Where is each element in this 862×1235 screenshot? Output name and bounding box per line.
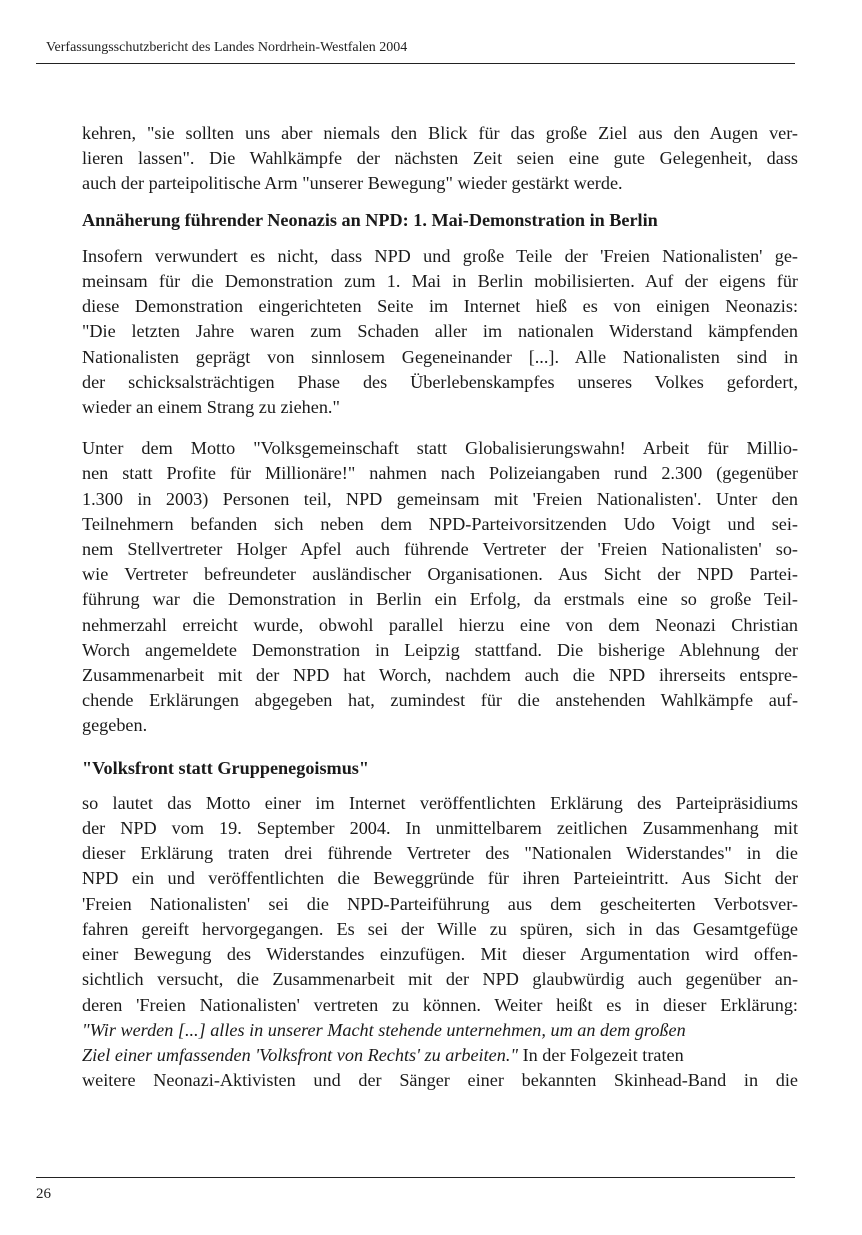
- paragraph-4: [82, 791, 798, 1093]
- text-line: Zusammenarbeit mit der NPD hat Worch, nachdem auch die NPD ihrerseits entspre-: [82, 665, 798, 686]
- text-line: so lautet das Motto einer im Internet veröffentlichten Erklärung des Parteipräsidiums: [82, 792, 798, 813]
- text-line: kehren, "sie sollten uns aber niemals den Blick für das große Ziel aus den Augen ver-: [82, 123, 798, 143]
- footer-rule: [36, 1177, 795, 1178]
- text-line: wieder an einem Strang zu ziehen.": [82, 397, 340, 418]
- text-line: der NPD vom 19. September 2004. In unmittelbarem zeitlichen Zusammenhang mit: [82, 818, 798, 839]
- text-line: gegeben.: [82, 715, 148, 736]
- text-line: führung war die Demonstration in Berlin ein Erfolg, da erstmals eine so große Teil-: [82, 589, 798, 610]
- quote-line: "Wir werden [...] alles in unserer Macht stehende unternehmen, um an dem großen: [82, 1019, 686, 1040]
- text-fragment: In der Folgezeit traten: [518, 1044, 684, 1065]
- paragraph-3: [82, 436, 798, 738]
- text-line: deren 'Freien Nationalisten' vertreten zu können. Weiter heißt es in dieser Erklärung:: [82, 994, 798, 1015]
- text-line: der schicksalsträchtigen Phase des Überlebenskampfes unseres Volkes gefordert,: [82, 371, 798, 392]
- text-line: nem Stellvertreter Holger Apfel auch führende Vertreter der 'Freien Nationalisten' so-: [82, 539, 798, 560]
- page-header: [36, 38, 795, 64]
- text-line: wie Vertreter befreundeter ausländischer Organisationen. Aus Sicht der NPD Partei-: [82, 564, 798, 585]
- text-line: chende Erklärungen abgegeben hat, zumindest für die anstehenden Wahlkämpfe auf-: [82, 690, 798, 711]
- text-line: einer Bewegung des Widerstandes einzufügen. Mit dieser Argumentation wird offen-: [82, 944, 798, 965]
- text-line: auch der parteipolitische Arm "unserer Bewegung" wieder gestärkt werde.: [82, 173, 623, 194]
- text-line: "Die letzten Jahre waren zum Schaden aller im nationalen Widerstand kämpfenden: [82, 321, 798, 342]
- main-content: [82, 121, 798, 1093]
- text-line: Nationalisten geprägt von sinnlosem Gegeneinander [...]. Alle Nationalisten sind in: [82, 346, 798, 367]
- text-line: diese Demonstration eingerichteten Seite im Internet hieß es von einigen Neonazis:: [82, 296, 798, 317]
- text-line-mixed: [82, 1043, 798, 1068]
- text-line: nehmerzahl erreicht wurde, obwohl parallel hierzu eine von dem Neonazi Christian: [82, 614, 798, 635]
- text-line: Worch angemeldete Demonstration in Leipzig stattfand. Die bisherige Ablehnung der: [82, 639, 798, 660]
- text-line: Insofern verwundert es nicht, dass NPD und große Teile der 'Freien Nationalisten' ge-: [82, 245, 798, 266]
- text-line: meinsam für die Demonstration zum 1. Mai in Berlin mobilisierten. Auf der eigens für: [82, 271, 798, 292]
- text-line: dieser Erklärung traten drei führende Vertreter des "Nationalen Widerstandes" in die: [82, 843, 798, 864]
- section-heading-volksfront: "Volksfront statt Gruppenegoismus": [82, 757, 369, 778]
- text-line: 1.300 in 2003) Personen teil, NPD gemeinsam mit 'Freien Nationalisten'. Unter den: [82, 488, 798, 509]
- text-line: 'Freien Nationalisten' sei die NPD-Parteiführung aus dem gescheiterten Verbotsver-: [82, 893, 798, 914]
- text-line: weitere Neonazi-Aktivisten und der Sänger einer bekannten Skinhead-Band in die: [82, 1070, 798, 1091]
- text-line: Teilnehmern befanden sich neben dem NPD-Parteivorsitzenden Udo Voigt und sei-: [82, 513, 798, 534]
- quote-line: Ziel einer umfassenden 'Volksfront von Rechts' zu arbeiten.": [82, 1044, 519, 1065]
- text-line: fahren gereift hervorgegangen. Es sei der Wille zu spüren, sich in das Gesamtgefüge: [82, 918, 798, 939]
- header-title: Verfassungsschutzbericht des Landes Nordrhein-Westfalen 2004: [46, 40, 408, 55]
- text-line: NPD ein und veröffentlichten die Beweggründe für ihren Parteieintritt. Aus Sicht der: [82, 868, 798, 889]
- section-heading-npd-demonstration: Annäherung führender Neonazis an NPD: 1. Mai-Demonstration in Berlin: [82, 209, 658, 230]
- text-line: lieren lassen". Die Wahlkämpfe der nächsten Zeit seien eine gute Gelegenheit, dass: [82, 148, 798, 169]
- paragraph-1: [82, 121, 798, 197]
- page-number: 26: [36, 1186, 51, 1202]
- text-line: nen statt Profite für Millionäre!" nahmen nach Polizeiangaben rund 2.300 (gegenüber: [82, 463, 798, 484]
- text-line: Unter dem Motto "Volksgemeinschaft statt Globalisierungswahn! Arbeit für Millio-: [82, 438, 798, 459]
- text-line: sichtlich versucht, die Zusammenarbeit mit der NPD glaubwürdig auch gegenüber an-: [82, 969, 798, 990]
- paragraph-2: [82, 244, 798, 420]
